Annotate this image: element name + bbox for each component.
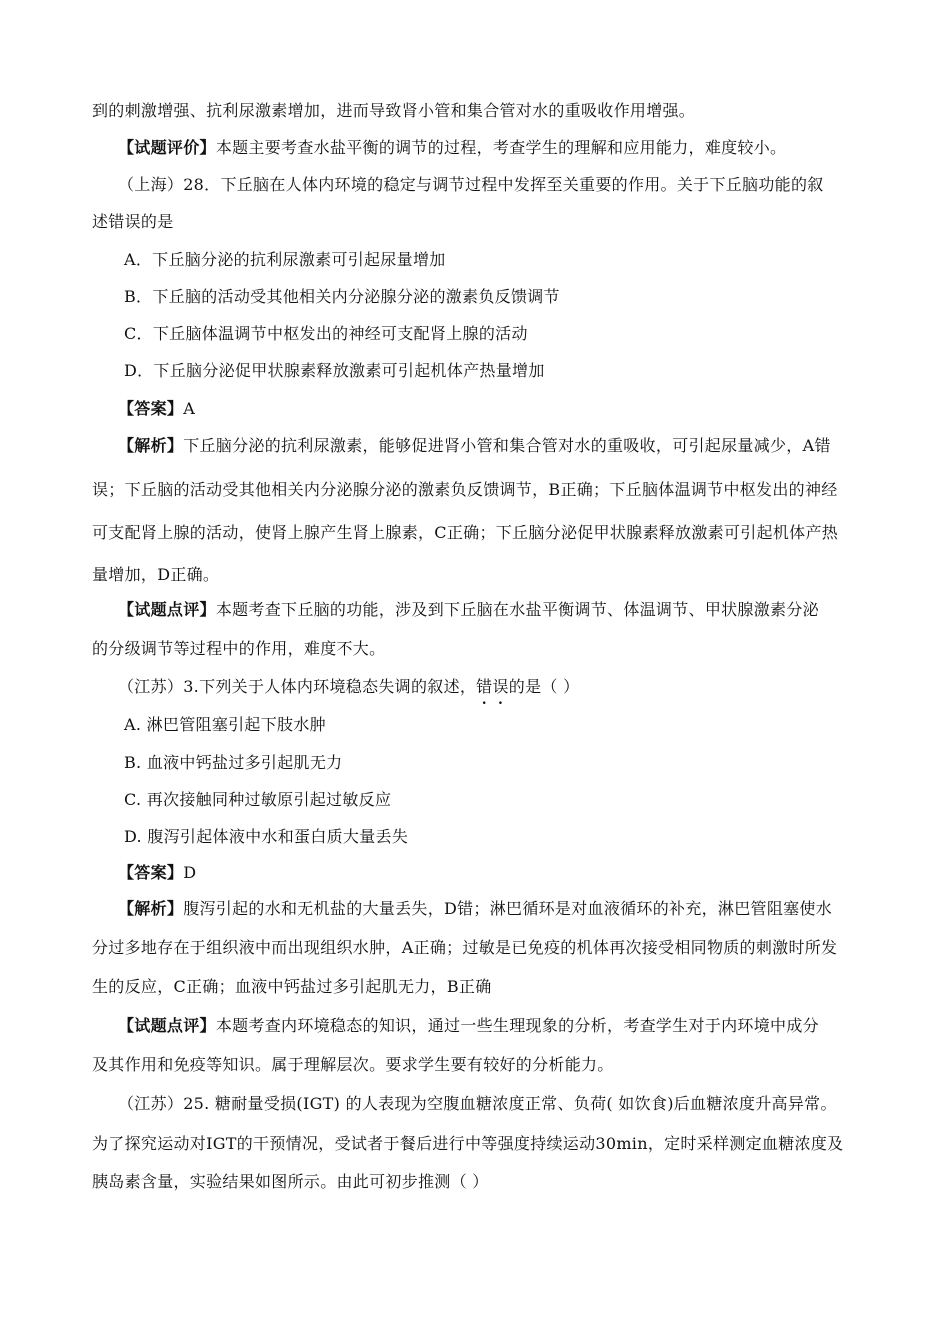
question-25-stem-line: 为了探究运动对IGT的干预情况，受试者于餐后进行中等强度持续运动30min，定时采样测定血糖浓度及: [92, 1134, 844, 1153]
evaluation-text: 本题主要考查水盐平衡的调节的过程，考查学生的理解和应用能力，难度较小。: [215, 138, 787, 157]
question-3-option-a: A. 淋巴管阻塞引起下肢水肿: [124, 715, 326, 734]
comment-text: 本题考查下丘脑的功能，涉及到下丘脑在水盐平衡调节、体温调节、甲状腺激素分泌: [215, 600, 819, 619]
paragraph-line: 到的刺激增强、抗利尿激素增加，进而导致肾小管和集合管对水的重吸收作用增强。: [92, 101, 696, 120]
question-28-comment-line: 的分级调节等过程中的作用，难度不大。: [92, 639, 386, 658]
emphasis-char: 误: [492, 677, 509, 696]
question-3-option-d: D. 腹泻引起体液中水和蛋白质大量丢失: [124, 827, 409, 846]
question-3-analysis-line: 生的反应，C正确；血液中钙盐过多引起肌无力，B正确: [92, 977, 492, 996]
question-28-answer: [118, 398, 195, 420]
analysis-text: 下丘脑分泌的抗利尿激素，能够促进肾小管和集合管对水的重吸收，可引起尿量减少，A错: [183, 436, 831, 455]
answer-value: D: [183, 863, 197, 882]
question-28-analysis-line: 误；下丘脑的活动受其他相关内分泌腺分泌的激素负反馈调节，B正确；下丘脑体温调节中枢发出的神经: [92, 480, 838, 499]
question-3-option-b: B. 血液中钙盐过多引起肌无力: [124, 753, 343, 772]
question-3-comment-line: 及其作用和免疫等知识。属于理解层次。要求学生要有较好的分析能力。: [92, 1055, 614, 1074]
comment-tag: 【试题点评】: [118, 600, 216, 619]
question-25-stem-line: 胰岛素含量，实验结果如图所示。由此可初步推测（ ）: [92, 1172, 489, 1191]
question-3-analysis: [118, 898, 832, 920]
emphasis-char: 错: [476, 677, 493, 696]
question-28-analysis-line: 可支配肾上腺的活动，使肾上腺产生肾上腺素，C正确；下丘脑分泌促甲状腺素释放激素可引起机体产热: [92, 523, 839, 542]
answer-tag: 【答案】: [118, 399, 184, 418]
evaluation-tag: 【试题评价】: [118, 138, 216, 157]
answer-value: A: [183, 399, 196, 418]
question-3-answer: [118, 862, 196, 884]
analysis-tag: 【解析】: [118, 436, 184, 455]
question-28-stem: （上海）28．下丘脑在人体内环境的稳定与调节过程中发挥至关重要的作用。关于下丘脑功能的叙: [118, 175, 824, 194]
question-28-option-d: D．下丘脑分泌促甲状腺素释放激素可引起机体产热量增加: [124, 361, 545, 380]
question-3-analysis-line: 分过多地存在于组织液中而出现组织水肿，A正确；过敏是已免疫的机体再次接受相同物质的刺激时所发: [92, 938, 838, 957]
answer-tag: 【答案】: [118, 863, 184, 882]
question-28-stem-cont: 述错误的是: [92, 212, 174, 231]
question-25-stem: （江苏）25. 糖耐量受损(IGT) 的人表现为空腹血糖浓度正常、负荷( 如饮食)后血糖浓度升高异常。: [118, 1094, 837, 1113]
analysis-tag: 【解析】: [118, 899, 184, 918]
question-28-analysis-line: 量增加，D正确。: [92, 565, 220, 584]
question-28-option-c: C．下丘脑体温调节中枢发出的神经可支配肾上腺的活动: [124, 324, 528, 343]
question-28-option-a: A．下丘脑分泌的抗利尿激素可引起尿量增加: [124, 250, 446, 269]
comment-tag: 【试题点评】: [118, 1016, 216, 1035]
comment-text: 本题考查内环境稳态的知识，通过一些生理现象的分析，考查学生对于内环境中成分: [215, 1016, 819, 1035]
question-3-stem: [118, 676, 579, 698]
question-28-comment: [118, 599, 819, 621]
question-3-option-c: C. 再次接触同种过敏原引起过敏反应: [124, 790, 392, 809]
question-28-option-b: B．下丘脑的活动受其他相关内分泌腺分泌的激素负反馈调节: [124, 287, 560, 306]
stem-text: （江苏）3.下列关于人体内环境稳态失调的叙述，: [118, 677, 477, 696]
evaluation-line: [118, 137, 786, 159]
question-3-comment: [118, 1015, 819, 1037]
stem-text: 的是（ ）: [508, 677, 580, 696]
question-28-analysis: [118, 435, 831, 457]
analysis-text: 腹泻引起的水和无机盐的大量丢失，D错；淋巴循环是对血液循环的补充，淋巴管阻塞使水: [183, 899, 833, 918]
